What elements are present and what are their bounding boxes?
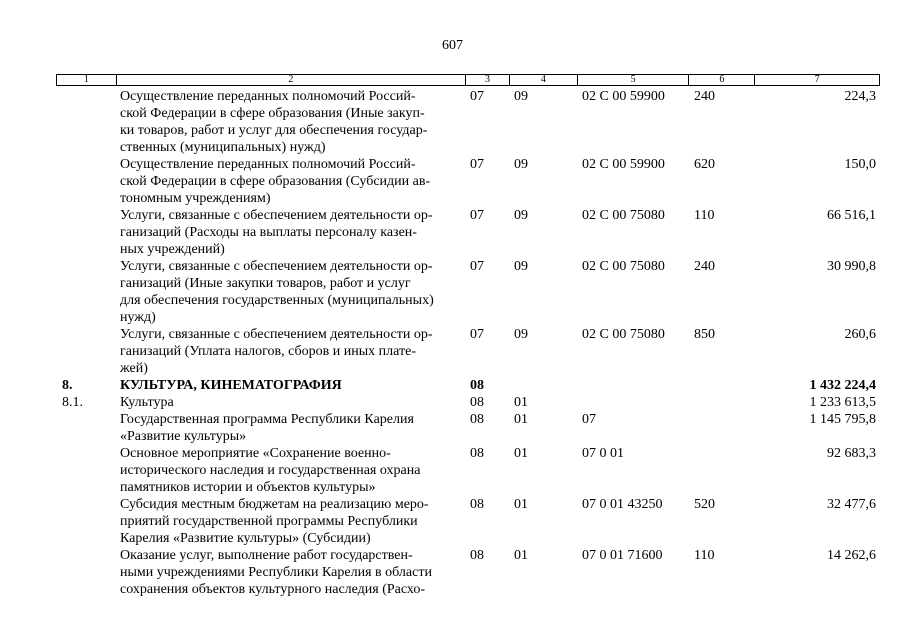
row-amount: 1 145 795,8 xyxy=(809,412,876,427)
row-name: Оказание услуг, выполнение работ государствен- ными учреждениями Республики Карелия в области сохранения объектов культурного наследия (Расхо- xyxy=(120,548,432,597)
row-amount: 14 262,6 xyxy=(827,548,876,563)
row-subsection: 01 xyxy=(514,395,528,410)
row-expense-type: 620 xyxy=(694,157,715,172)
row-target-article: 02 С 00 59900 xyxy=(582,89,665,104)
row-subsection: 09 xyxy=(514,208,528,223)
row-number: 8.1. xyxy=(62,395,83,410)
row-expense-type: 850 xyxy=(694,327,715,342)
row-section: 08 xyxy=(470,412,484,427)
row-name: Услуги, связанные с обеспечением деятельности ор- ганизаций (Иные закупки товаров, работ и услуг для обеспечения государственных (муниципальных) нужд) xyxy=(120,259,434,325)
table-header-row xyxy=(56,74,880,86)
row-name: Осуществление переданных полномочий Россий- ской Федерации в сфере образования (Субсидии ав- тономным учреждениям) xyxy=(120,157,431,206)
table-row xyxy=(56,394,880,411)
row-target-article: 02 С 00 75080 xyxy=(582,259,665,274)
row-name: Субсидия местным бюджетам на реализацию меро- приятий государственной программы Республики Карелия «Развитие культуры» (Субсидии) xyxy=(120,497,429,546)
table-row xyxy=(56,547,880,598)
row-expense-type: 240 xyxy=(694,89,715,104)
row-section: 08 xyxy=(470,378,484,393)
row-section: 08 xyxy=(470,497,484,512)
row-section: 08 xyxy=(470,446,484,461)
row-name: Культура xyxy=(120,395,174,410)
row-expense-type: 110 xyxy=(694,208,715,223)
row-section: 07 xyxy=(470,327,484,342)
table-row xyxy=(56,377,880,394)
row-name: Государственная программа Республики Карелия «Развитие культуры» xyxy=(120,412,414,444)
row-amount: 150,0 xyxy=(844,157,876,172)
header-col-4: 4 xyxy=(510,75,578,85)
header-col-3: 3 xyxy=(466,75,510,85)
row-amount: 224,3 xyxy=(844,89,876,104)
row-section: 08 xyxy=(470,395,484,410)
row-subsection: 01 xyxy=(514,412,528,427)
table-row xyxy=(56,88,880,156)
row-section: 08 xyxy=(470,548,484,563)
row-subsection: 01 xyxy=(514,548,528,563)
row-subsection: 09 xyxy=(514,157,528,172)
row-name: Услуги, связанные с обеспечением деятельности ор- ганизаций (Расходы на выплаты персоналу казен- ных учреждений) xyxy=(120,208,433,257)
row-amount: 30 990,8 xyxy=(827,259,876,274)
header-col-7: 7 xyxy=(814,74,820,85)
row-name: Услуги, связанные с обеспечением деятельности ор- ганизаций (Уплата налогов, сборов и иных плате- жей) xyxy=(120,327,433,376)
table-body xyxy=(56,88,880,598)
row-expense-type: 520 xyxy=(694,497,715,512)
row-target-article: 02 С 00 75080 xyxy=(582,327,665,342)
row-name: Осуществление переданных полномочий Россий- ской Федерации в сфере образования (Иные закуп- ки товаров, работ и услуг для обеспечения государ- ственных (муниципальных) нужд) xyxy=(120,89,428,155)
row-section: 07 xyxy=(470,89,484,104)
row-subsection: 01 xyxy=(514,497,528,512)
header-col-1: 1 xyxy=(57,75,117,85)
table-row xyxy=(56,326,880,377)
row-target-article: 07 0 01 71600 xyxy=(582,548,663,563)
row-section: 07 xyxy=(470,208,484,223)
table-row xyxy=(56,258,880,326)
table-row xyxy=(56,207,880,258)
row-name: Основное мероприятие «Сохранение военно- исторического наследия и государственная охрана памятников истории и объектов культуры» xyxy=(120,446,421,495)
table-row xyxy=(56,156,880,207)
table-row xyxy=(56,496,880,547)
row-subsection: 09 xyxy=(514,327,528,342)
row-name: КУЛЬТУРА, КИНЕМАТОГРАФИЯ xyxy=(120,378,342,393)
row-subsection: 09 xyxy=(514,89,528,104)
row-amount: 1 233 613,5 xyxy=(809,395,876,410)
row-target-article: 02 С 00 75080 xyxy=(582,208,665,223)
row-amount: 32 477,6 xyxy=(827,497,876,512)
row-section: 07 xyxy=(470,157,484,172)
row-expense-type: 240 xyxy=(694,259,715,274)
header-col-5: 5 xyxy=(578,75,690,85)
header-col-6: 6 xyxy=(689,75,755,85)
row-amount: 66 516,1 xyxy=(827,208,876,223)
row-amount: 92 683,3 xyxy=(827,446,876,461)
row-expense-type: 110 xyxy=(694,548,715,563)
row-section: 07 xyxy=(470,259,484,274)
row-target-article: 07 0 01 xyxy=(582,446,624,461)
table-row xyxy=(56,411,880,445)
row-number: 8. xyxy=(62,378,73,393)
row-subsection: 09 xyxy=(514,259,528,274)
row-target-article: 07 0 01 43250 xyxy=(582,497,663,512)
header-col-2: 2 xyxy=(117,75,466,85)
table-row xyxy=(56,445,880,496)
row-target-article: 07 xyxy=(582,412,596,427)
row-amount: 1 432 224,4 xyxy=(809,378,876,393)
page-number: 607 xyxy=(442,38,463,53)
row-target-article: 02 С 00 59900 xyxy=(582,157,665,172)
row-subsection: 01 xyxy=(514,446,528,461)
row-amount: 260,6 xyxy=(844,327,876,342)
